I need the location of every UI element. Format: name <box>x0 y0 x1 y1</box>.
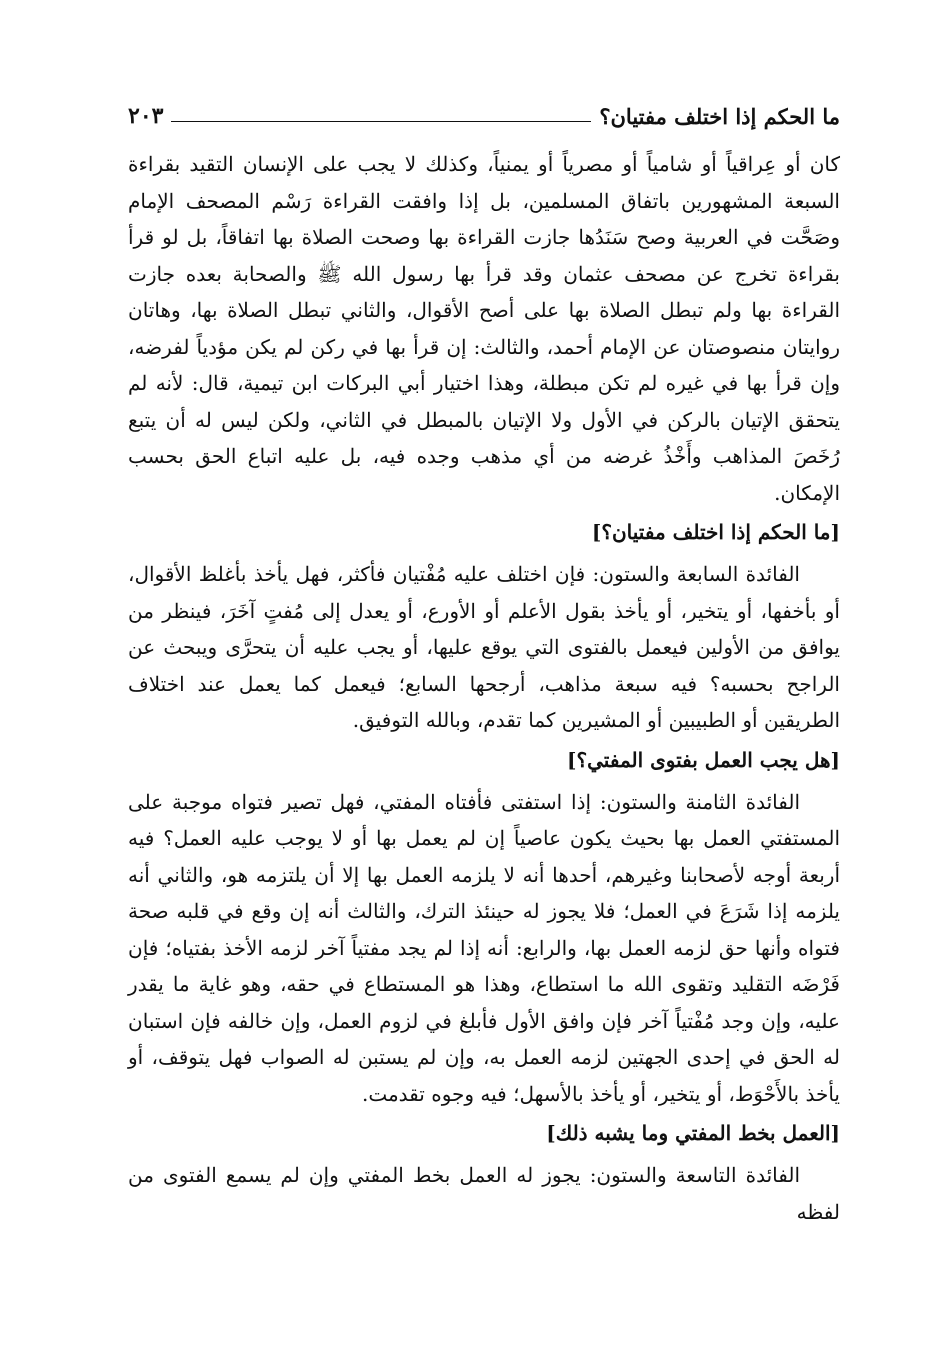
paragraph-67th-benefit: الفائدة السابعة والستون: فإن اختلف عليه مُفْتيان فأكثر، فهل يأخذ بأغلظ الأقوال، أو بأخفها، أو يتخير، أو يأخذ بقول الأعلم أو الأورع، أو يعدل إلى مُفتٍ آخَرَ، فينظر من يوافق من الأولين فيعمل بالفتوى التي يوقع عليها، أو يجب عليه أن يتحرَّى ويبحث عن الراجح بحسبه؟ فيه سبعة مذاهب، أرجحها السابع؛ فيعمل كما يعمل عند اختلاف الطريقين أو الطبيبين أو المشيرين كما تقدم، وبالله التوفيق. <box>128 562 840 732</box>
paragraph-continuation: كان أو عِراقياً أو شامياً أو مصرياً أو يمنياً، وكذلك لا يجب على الإنسان التقيد بقراءة السبعة المشهورين باتفاق المسلمين، بل إذا وافقت القراءة رَسْم المصحف الإمام وصَحَّت في العربية وصح سَنَدُها جازت القراءة بها وصحت الصلاة بها اتفاقاً، بل لو قرأ بقراءة تخرج عن مصحف عثمان وقد قرأ بها رسول الله ﷺ والصحابة بعده جازت القراءة بها ولم تبطل الصلاة بها على أصح الأقوال، والثاني تبطل الصلاة بها، وهاتان روايتان منصوصتان عن الإمام أحمد، والثالث: إن قرأ بها في ركن لم يكن مؤدياً لفرضه، وإن قرأ بها في غيره لم تكن مبطلة، وهذا اختيار أبي البركات ابن تيمية، قال: لأنه لم يتحقق الإتيان بالركن في الأول ولا الإتيان بالمبطل في الثاني، ولكن ليس له أن يتبع رُخَصَ المذاهب وأَخْذُ غرضه من أي مذهب وجده فيه، بل عليه اتباع الحق بحسب الإمكان. <box>128 152 840 505</box>
running-title: ما الحكم إذا اختلف مفتيان؟ <box>599 103 840 129</box>
page-number: ٢٠٣ <box>128 103 164 129</box>
section-heading-two-muftis: [ما الحكم إذا اختلف مفتيان؟] <box>591 520 840 544</box>
section-heading-handwriting: [العمل بخط المفتي وما يشبه ذلك] <box>546 1121 840 1145</box>
paragraph-68th-benefit: الفائدة الثامنة والستون: إذا استفتى فأفتاه المفتي، فهل تصير فتواه موجبة على المستفتي العمل بها بحيث يكون عاصياً إن لم يعمل بها أو لا يوجب عليه العمل؟ فيه أربعة أوجه لأصحابنا وغيرهم، أحدها أنه لا يلزمه العمل بها إلا أن يلتزمه هو، والثاني أنه يلزمه إذا شَرَعَ في العمل؛ فلا يجوز له حينئذ الترك، والثالث أنه إن وقع في قلبه صحة فتواه وأنها حق لزمه العمل بها، والرابع: أنه إذا لم يجد مفتياً آخر لزمه الأخذ بفتياه؛ فإن فَرْضَه التقليد وتقوى الله ما استطاع، وهذا هو المستطاع في حقه، وهو غاية ما يقدر عليه، وإن وجد مُفْتياً آخر فإن وافق الأول فأبلغ في لزوم العمل، وإن خالفه فإن استبان له الحق في إحدى الجهتين لزمه العمل به، وإن لم يستبن له الصواب فهل يتوقف، أو يأخذ بالأَحْوَط، أو يتخير، أو يأخذ بالأسهل؛ فيه وجوه تقدمت. <box>128 789 840 1106</box>
running-header <box>128 96 840 136</box>
paragraph-69th-benefit: الفائدة التاسعة والستون: يجوز له العمل بخط المفتي وإن لم يسمع الفتوى من لفظه <box>128 1163 840 1224</box>
header-rule <box>171 121 591 122</box>
section-heading-obligation: [هل يجب العمل بفتوى المفتي؟] <box>567 747 840 772</box>
